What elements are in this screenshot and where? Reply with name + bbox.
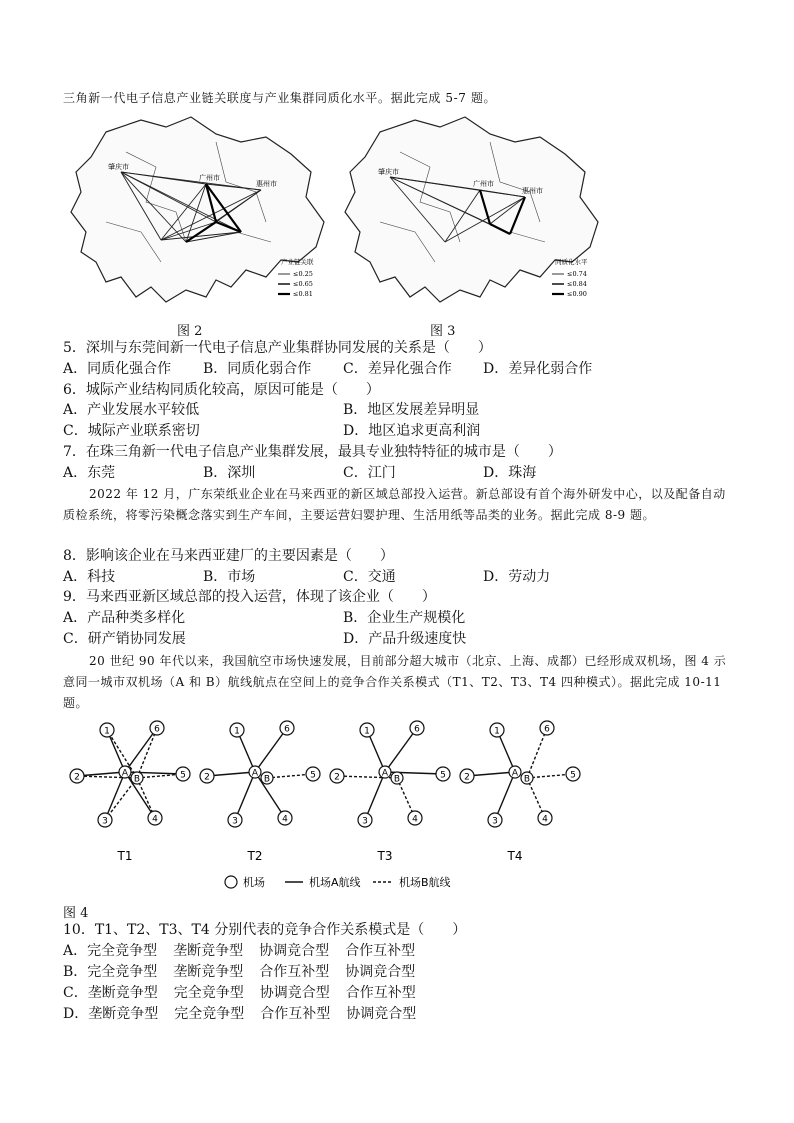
fig4-mode-label: T4 (507, 849, 523, 863)
q7-stem: 7．在珠三角新一代电子信息产业集群发展，最具专业独特特征的城市是（ ） (63, 444, 562, 460)
q10-d-t4: 协调竞合型 (346, 1006, 417, 1022)
fig4-node-number: 4 (282, 814, 288, 825)
q10-b-t3: 合作互补型 (259, 964, 330, 980)
fig4-route-a (385, 728, 417, 772)
fig4-hub-b-label: B (133, 774, 141, 785)
q5-option-b[interactable]: B．同质化弱合作 (203, 361, 312, 377)
q10-d-t2: 完全竞争型 (174, 1006, 245, 1022)
fig2-legend-title: 产业链关联 (281, 258, 314, 266)
fig4-node-number: 2 (334, 772, 340, 783)
fig2-city-huizhou: 惠州市 (256, 180, 277, 188)
fig3-city-zhaoqing: 肇庆市 (378, 168, 399, 176)
fig4-hub-a-label: A (121, 768, 129, 779)
fig2-legend-3: ≤0.81 (293, 290, 313, 298)
q10-a-t3: 协调竞合型 (259, 943, 330, 959)
fig4-node-number: 6 (154, 724, 160, 735)
fig3-city-guangzhou: 广州市 (473, 180, 494, 188)
fig4-route-a (365, 772, 385, 820)
q10-d-letter: D． (63, 1006, 89, 1022)
fig4-node-number: 5 (570, 770, 576, 781)
fig4-node-number: 3 (362, 816, 368, 827)
q10-b-t4: 协调竞合型 (345, 964, 416, 980)
fig3-city-huizhou: 惠州市 (522, 187, 543, 195)
q10-c-t4: 合作互补型 (345, 985, 416, 1001)
fig4-node-number: 4 (152, 814, 158, 825)
intro-line: 三角新一代电子信息产业链关联度与产业集群同质化水平。据此完成 5-7 题。 (63, 91, 497, 105)
q8-option-b[interactable]: B．市场 (203, 569, 256, 585)
fig4-mode-label: T3 (377, 849, 393, 863)
q10-b-letter: B． (63, 964, 88, 980)
fig4-node-number: 3 (232, 816, 238, 827)
q10-b-t2: 垄断竞争型 (173, 964, 244, 980)
q6-option-a[interactable]: A．产业发展水平较低 (63, 402, 200, 418)
figure-4-diagram (63, 714, 623, 904)
q9-stem: 9．马来西亚新区域总部的投入运营，体现了该企业（ ） (63, 589, 436, 605)
q10-d-t3: 合作互补型 (260, 1006, 331, 1022)
fig4-node-number: 1 (234, 726, 240, 737)
q10-option-d[interactable] (63, 1004, 432, 1024)
q10-b-t1: 完全竞争型 (87, 964, 158, 980)
q6-option-d[interactable]: D．地区追求更高利润 (343, 423, 481, 439)
q9-option-a[interactable]: A．产品种类多样化 (63, 610, 186, 626)
fig4-node-number: 3 (492, 816, 498, 827)
fig4-node-number: 2 (464, 772, 470, 783)
fig4-route-a (105, 772, 125, 820)
q10-option-c[interactable] (63, 983, 432, 1003)
q6-stem: 6．城际产业结构同质化较高，原因可能是（ ） (63, 382, 380, 398)
q9-option-d[interactable]: D．产品升级速度快 (343, 631, 467, 647)
q10-c-letter: C． (63, 985, 88, 1001)
fig4-hub-a-label: A (381, 768, 389, 779)
q6-option-c[interactable]: C．城际产业联系密切 (63, 423, 200, 439)
q10-d-t1: 垄断竞争型 (88, 1006, 159, 1022)
q7-option-d[interactable]: D．珠海 (483, 465, 537, 481)
fig2-legend-1: ≤0.25 (293, 270, 313, 278)
fig4-route-b (137, 728, 157, 778)
fig3-legend-3: ≤0.90 (567, 290, 587, 298)
passage-10-11: 20 世纪 90 年代以来，我国航空市场快速发展，目前部分超大城市（北京、上海、成都）已经形成双机场，图 4 示意同一城市双机场（A 和 B）航线航点在空间上的竞争合作关系模式（T1、T2、T3、T4 四种模式）。据此完成 10-11 题。 (63, 654, 727, 710)
q8-option-c[interactable]: C．交通 (343, 569, 396, 585)
q10-a-t2: 垄断竞争型 (173, 943, 244, 959)
fig4-node-number: 6 (544, 724, 550, 735)
q5-stem: 5．深圳与东莞间新一代电子信息产业集群协同发展的关系是（ ） (63, 340, 492, 356)
q10-a-letter: A． (63, 943, 88, 959)
q10-c-t2: 完全竞争型 (173, 985, 244, 1001)
passage-8-9: 2022 年 12 月，广东荣纸业企业在马来西亚的新区域总部投入运营。新总部设有首个海外研发中心，以及配备自动质检系统，将零污染概念落实到生产车间，主要运营妇婴护理、生活用纸等品类的业务。据此完成 8-9 题。 (63, 487, 726, 522)
q10-stem: 10．T1、T2、T3、T4 分别代表的竞争合作关系模式是（ ） (63, 922, 467, 938)
fig4-node-number: 5 (180, 770, 186, 781)
q7-option-b[interactable]: B．深圳 (203, 465, 256, 481)
fig4-node-number: 4 (412, 814, 418, 825)
fig4-node-number: 6 (414, 724, 420, 735)
fig2-city-guangzhou: 广州市 (199, 174, 220, 182)
q10-option-b[interactable] (63, 962, 431, 982)
fig4-hub-b-label: B (393, 774, 401, 785)
q6-option-b[interactable]: B．地区发展差异明显 (343, 402, 480, 418)
q8-option-a[interactable]: A．科技 (63, 569, 116, 585)
fig4-node-number: 5 (440, 770, 446, 781)
fig4-node-number: 5 (310, 770, 316, 781)
fig3-legend-2: ≤0.84 (567, 280, 587, 288)
q9-option-c[interactable]: C．研产销协同发展 (63, 631, 186, 647)
fig4-node-number: 2 (204, 772, 210, 783)
fig4-legend-b: 机场B航线 (399, 876, 451, 889)
fig4-node-number: 1 (494, 726, 500, 737)
fig4-route-a (125, 728, 157, 772)
q10-a-t4: 合作互补型 (345, 943, 416, 959)
figure-4-caption: 图 4 (63, 906, 89, 921)
fig4-node-number: 1 (364, 726, 370, 737)
q8-stem: 8．影响该企业在马来西亚建厂的主要因素是（ ） (63, 548, 394, 564)
fig4-hub-b-label: B (263, 774, 271, 785)
q10-a-t1: 完全竞争型 (87, 943, 158, 959)
q5-option-d[interactable]: D．差异化弱合作 (483, 361, 593, 377)
fig4-route-b (527, 728, 547, 778)
fig4-node-number: 6 (284, 724, 290, 735)
fig4-node-number: 1 (104, 726, 110, 737)
q5-option-c[interactable]: C．差异化强合作 (343, 361, 452, 377)
fig4-route-a (255, 728, 287, 772)
fig4-route-a (235, 772, 255, 820)
fig2-city-zhaoqing: 肇庆市 (108, 163, 129, 171)
figure-2-map (66, 112, 334, 320)
q7-option-a[interactable]: A．东莞 (63, 465, 116, 481)
q9-option-b[interactable]: B．企业生产规模化 (343, 610, 466, 626)
fig4-node-number: 2 (74, 772, 80, 783)
fig4-node-number: 3 (102, 816, 108, 827)
fig4-hub-a-label: A (251, 768, 259, 779)
fig4-legend-airport-icon (225, 876, 237, 888)
fig4-legend-airport: 机场 (243, 876, 265, 889)
figure-3-caption: 图 3 (430, 324, 456, 339)
fig4-hub-a-label: A (511, 768, 519, 779)
fig4-mode-label: T2 (247, 849, 263, 863)
fig4-legend-a: 机场A航线 (309, 876, 361, 889)
q10-option-a[interactable] (63, 941, 431, 961)
fig4-mode-label: T1 (117, 849, 133, 863)
q8-option-d[interactable]: D．劳动力 (483, 569, 551, 585)
fig3-legend-title: 同质化水平 (555, 258, 588, 266)
q7-option-c[interactable]: C．江门 (343, 465, 396, 481)
q5-option-a[interactable]: A．同质化强合作 (63, 361, 172, 377)
fig4-route-a (495, 772, 515, 820)
figure-3-map (340, 112, 608, 320)
fig4-hub-b-label: B (523, 774, 531, 785)
figure-2-caption: 图 2 (177, 324, 203, 339)
fig2-legend-2: ≤0.65 (293, 280, 313, 288)
q10-c-t1: 垄断竞争型 (87, 985, 158, 1001)
fig4-node-number: 4 (542, 814, 548, 825)
fig3-legend-1: ≤0.74 (567, 270, 587, 278)
q10-c-t3: 协调竞合型 (259, 985, 330, 1001)
